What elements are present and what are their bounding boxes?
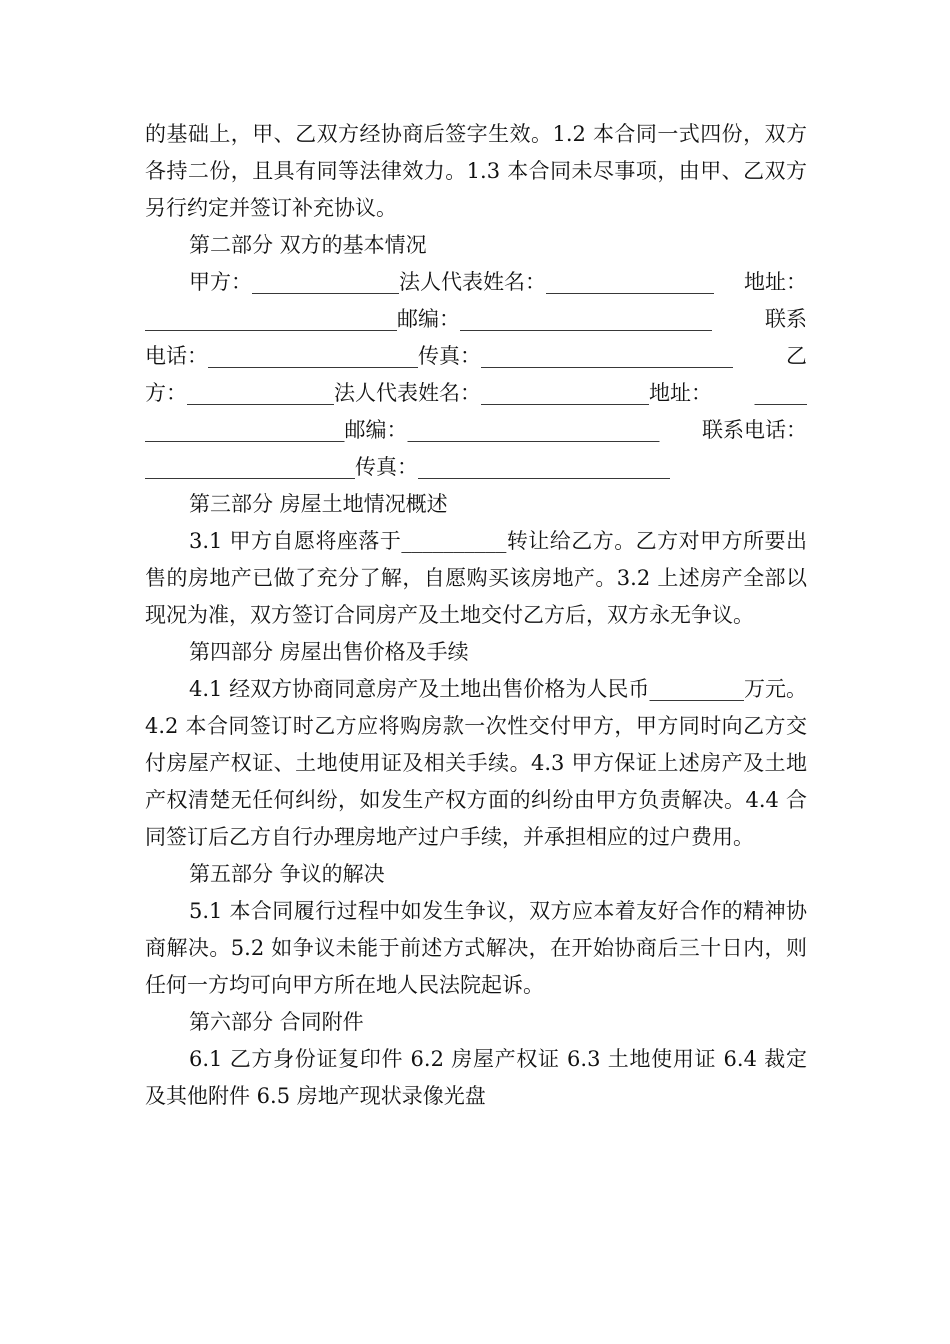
part5-paragraph: 5.1 本合同履行过程中如发生争议，双方应本着友好合作的精神协商解决。5.2 如争议未能于前述方式解决，在开始协商后三十日内，则任何一方均可向甲方所在地人民法院起诉。 [145, 899, 807, 997]
parties-line-text: 电话：____________________传真：________________________ [145, 344, 733, 368]
intro-paragraph: 的基础上，甲、乙双方经协商后签字生效。1.2 本合同一式四份，双方各持二份，且具有同等法律效力。1.3 本合同未尽事项，由甲、乙双方另行约定并签订补充协议。 [145, 122, 807, 220]
parties-line [145, 449, 807, 486]
part3-paragraph: 3.1 甲方自愿将座落于__________转让给乙方。乙方对甲方所要出售的房地产已做了充分了解，自愿购买该房地产。3.2 上述房产全部以现况为准，双方签订合同房产及土地交付乙方后，双方永无争议。 [145, 529, 807, 627]
part4-heading: 第四部分 房屋出售价格及手续 [189, 640, 469, 664]
parties-line [145, 412, 807, 449]
parties-line-end: _____ [754, 381, 807, 405]
part5-heading: 第五部分 争议的解决 [189, 862, 385, 886]
parties-line-end: 联系电话： [702, 418, 807, 442]
parties-line-text: 方：______________法人代表姓名：________________地址： [145, 381, 712, 405]
parties-line-text: 甲方：______________法人代表姓名：________________ [189, 270, 714, 294]
part3-heading: 第三部分 房屋土地情况概述 [189, 492, 448, 516]
part6-paragraph: 6.1 乙方身份证复印件 6.2 房屋产权证 6.3 土地使用证 6.4 裁定及其他附件 6.5 房地产现状录像光盘 [145, 1047, 807, 1108]
parties-line-text: ___________________邮编：________________________ [145, 418, 660, 442]
part4-paragraph: 4.1 经双方协商同意房产及土地出售价格为人民币_________万元。4.2 本合同签订时乙方应将购房款一次性交付甲方，甲方同时向乙方交付房屋产权证、土地使用证及相关手续。4.3 甲方保证上述房产及土地产权清楚无任何纠纷，如发生产权方面的纠纷由甲方负责解决。4.4 合同签订后乙方自行办理房地产过户手续，并承担相应的过户费用。 [145, 677, 807, 849]
parties-line [145, 264, 807, 301]
part2-heading: 第二部分 双方的基本情况 [189, 233, 427, 257]
parties-line-end: 乙 [786, 344, 807, 368]
parties-line-text: ____________________传真：________________________ [145, 455, 670, 479]
parties-line-end: 地址： [744, 270, 807, 294]
document-body [145, 116, 807, 1115]
parties-line [145, 301, 807, 338]
parties-line [145, 338, 807, 375]
parties-line-text: ________________________邮编：________________________ [145, 307, 712, 331]
parties-line-end: 联系 [765, 307, 807, 331]
parties-info-block [145, 264, 807, 486]
part6-heading: 第六部分 合同附件 [189, 1010, 364, 1034]
parties-line [145, 375, 807, 412]
